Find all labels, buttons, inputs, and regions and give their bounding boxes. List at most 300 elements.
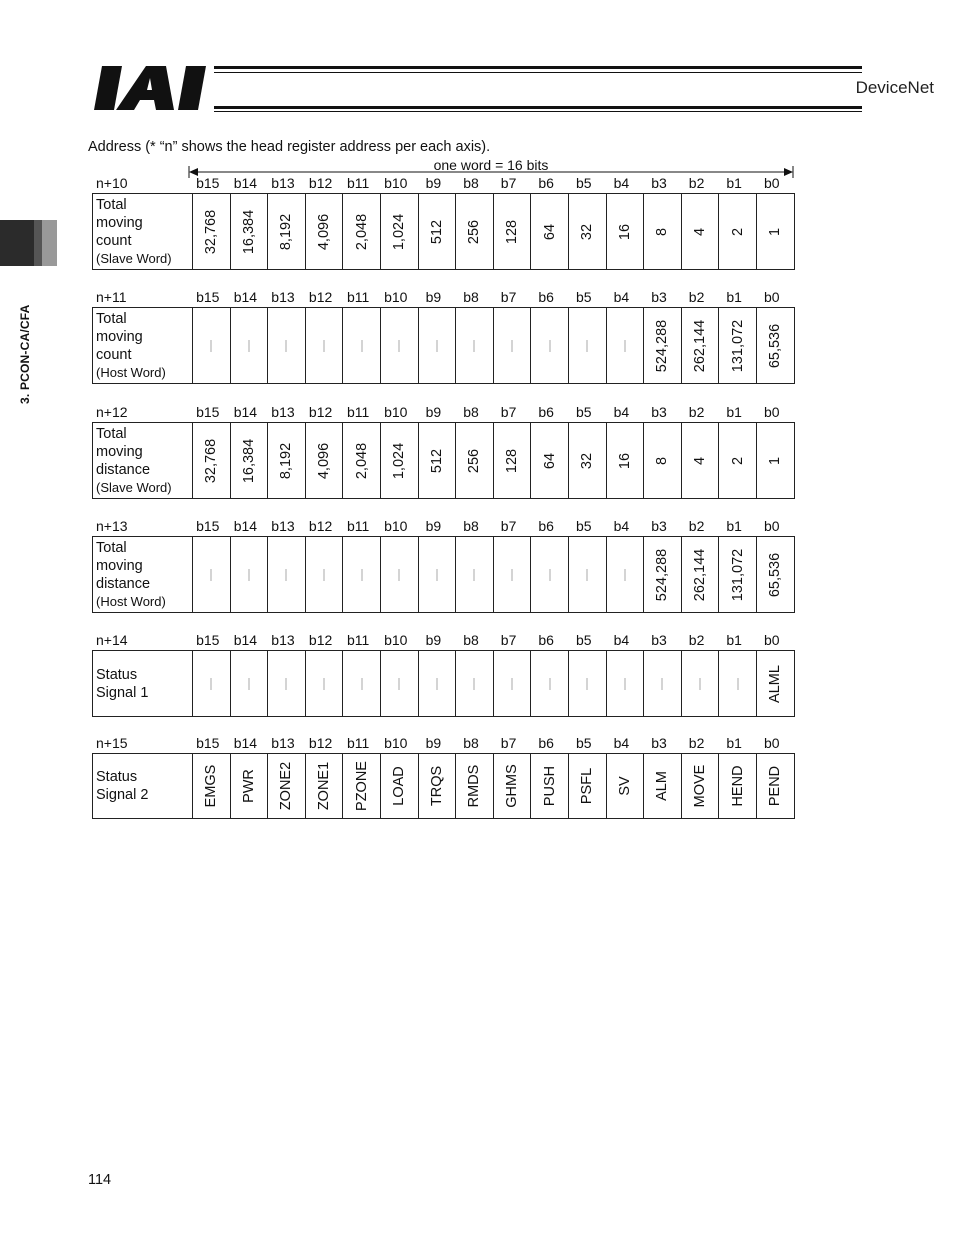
bit-label: b7	[500, 404, 517, 420]
bit-value: 32,768	[203, 438, 220, 483]
bit-value: SV	[616, 776, 633, 796]
bit-cell	[719, 537, 757, 613]
bit-value: 16,384	[240, 209, 257, 254]
unused-bit-mark	[700, 678, 701, 690]
unused-bit-mark	[286, 340, 287, 352]
bit-label: b2	[688, 404, 705, 420]
bit-value: PWR	[240, 769, 257, 803]
bit-label: b9	[425, 518, 442, 534]
bit-cell	[568, 651, 606, 717]
bit-cell	[681, 423, 719, 499]
bit-value: EMGS	[203, 764, 220, 808]
bit-cell	[644, 308, 682, 384]
bit-value: ZONE1	[316, 761, 333, 811]
bit-label: b10	[384, 175, 408, 191]
bit-label: b9	[425, 735, 442, 751]
bit-label: b15	[196, 289, 220, 305]
bit-value: 524,288	[654, 548, 671, 601]
bit-cell	[756, 754, 794, 819]
bit-value: 16	[616, 223, 633, 240]
bit-label: b8	[463, 175, 479, 191]
bit-cell	[418, 194, 456, 270]
unused-bit-mark	[737, 678, 738, 690]
bit-cell	[418, 754, 456, 819]
bit-label: b4	[613, 175, 630, 191]
bit-value: 65,536	[767, 552, 784, 597]
bit-cell	[268, 423, 306, 499]
bit-value: 128	[504, 448, 521, 473]
bit-cell	[606, 308, 644, 384]
register-description	[93, 423, 193, 499]
bit-label: b9	[425, 175, 442, 191]
bit-cell	[305, 423, 343, 499]
bit-value: 8	[654, 456, 671, 465]
bit-label: b9	[425, 632, 442, 648]
bit-label: b11	[347, 404, 370, 420]
bit-label: b5	[576, 175, 592, 191]
unused-bit-mark	[512, 569, 513, 581]
bit-label: b4	[613, 404, 630, 420]
bit-cell	[719, 754, 757, 819]
bit-label: b1	[726, 404, 742, 420]
bit-cell	[568, 194, 606, 270]
bit-cell	[719, 194, 757, 270]
unused-bit-mark	[512, 678, 513, 690]
bit-label: b15	[196, 518, 220, 534]
bit-value: 32	[579, 452, 596, 469]
unused-bit-mark	[549, 340, 550, 352]
bit-value: MOVE	[692, 764, 709, 808]
bit-cell	[305, 651, 343, 717]
register-address: n+14	[96, 632, 128, 648]
bit-label: b9	[425, 404, 442, 420]
description-line: Total	[96, 425, 127, 442]
bit-cell	[230, 651, 268, 717]
bit-value: HEND	[729, 765, 746, 807]
bit-value: 128	[504, 219, 521, 244]
bit-cell	[343, 754, 381, 819]
bit-cell	[644, 423, 682, 499]
bit-cell	[268, 754, 306, 819]
bit-label: b0	[764, 404, 780, 420]
bit-cell	[531, 537, 569, 613]
unused-bit-mark	[399, 678, 400, 690]
bit-label: b5	[576, 404, 592, 420]
bit-label: b11	[347, 289, 370, 305]
bit-cell	[644, 537, 682, 613]
bit-value: 524,288	[654, 319, 671, 372]
unused-bit-mark	[211, 340, 212, 352]
description-line: distance	[96, 461, 151, 478]
register-table	[92, 193, 795, 270]
bit-cell	[606, 423, 644, 499]
bit-value: 4	[692, 456, 709, 465]
bit-cell	[681, 537, 719, 613]
bit-label: b10	[384, 289, 408, 305]
register-description	[93, 308, 193, 384]
bit-label: b3	[651, 518, 667, 534]
register-table	[92, 422, 795, 499]
bit-value: 131,072	[729, 548, 746, 601]
bit-value: 2,048	[353, 442, 370, 479]
unused-bit-mark	[587, 569, 588, 581]
bit-value: 1	[767, 227, 784, 236]
bit-cell	[531, 308, 569, 384]
bit-label: b2	[688, 518, 705, 534]
bit-value: 4	[692, 227, 709, 236]
bit-label: b3	[651, 404, 667, 420]
unused-bit-mark	[361, 678, 362, 690]
bit-cell	[343, 308, 381, 384]
bit-cell	[568, 754, 606, 819]
register-table	[92, 307, 795, 384]
register-description	[93, 754, 193, 819]
bit-cell	[606, 194, 644, 270]
bit-cell	[305, 754, 343, 819]
bit-cell	[456, 423, 494, 499]
bit-label: b4	[613, 735, 630, 751]
bit-label: b6	[538, 518, 554, 534]
bit-label: b13	[271, 518, 295, 534]
bit-value: 4,096	[316, 442, 333, 479]
bit-cell	[418, 308, 456, 384]
bit-label: b14	[233, 735, 258, 751]
bit-cell	[193, 194, 231, 270]
unused-bit-mark	[549, 569, 550, 581]
bit-label: b3	[651, 175, 667, 191]
bit-label: b8	[463, 632, 479, 648]
bit-label: b5	[576, 518, 592, 534]
bit-label: b1	[726, 518, 742, 534]
bit-label: b8	[463, 518, 479, 534]
bit-label: b6	[538, 289, 554, 305]
bit-label: b2	[688, 632, 705, 648]
bit-label: b12	[308, 518, 333, 534]
bit-cell	[681, 194, 719, 270]
bit-cell	[268, 194, 306, 270]
unused-bit-mark	[474, 340, 475, 352]
unused-bit-mark	[436, 569, 437, 581]
register-address: n+10	[96, 175, 128, 191]
unused-bit-mark	[286, 569, 287, 581]
bit-label: b6	[538, 175, 554, 191]
bit-cell	[568, 423, 606, 499]
bit-label: b0	[764, 735, 780, 751]
bit-cell	[380, 537, 418, 613]
word-position-note: (Host Word)	[96, 364, 166, 380]
bit-cell	[493, 308, 531, 384]
bit-cell	[493, 754, 531, 819]
description-line: Signal 1	[96, 684, 149, 701]
bit-label: b0	[764, 175, 780, 191]
unused-bit-mark	[248, 569, 249, 581]
bit-value: 512	[428, 219, 445, 244]
unused-bit-mark	[324, 678, 325, 690]
bit-cell	[719, 651, 757, 717]
bit-cell	[644, 194, 682, 270]
bit-label: b12	[308, 289, 333, 305]
bit-value: 2,048	[353, 213, 370, 250]
description-line: Status	[96, 769, 138, 785]
bit-label: b2	[688, 175, 705, 191]
bit-label: b13	[271, 289, 295, 305]
unused-bit-mark	[324, 340, 325, 352]
bit-label: b1	[726, 632, 742, 648]
bit-label: b4	[613, 289, 630, 305]
bit-cell	[531, 754, 569, 819]
description-line: Total	[96, 196, 127, 213]
bit-value: 1	[767, 456, 784, 465]
bit-label: b6	[538, 404, 554, 420]
bit-value: 256	[466, 219, 483, 244]
bit-label: b2	[688, 735, 705, 751]
description-line: moving	[96, 557, 143, 574]
bit-cell	[193, 537, 231, 613]
bit-label: b10	[384, 632, 408, 648]
bit-label: b13	[271, 175, 295, 191]
description-line: moving	[96, 443, 143, 460]
bit-label: b13	[271, 632, 295, 648]
word-label: one word = 16 bits	[433, 157, 549, 173]
bit-label: b10	[384, 735, 408, 751]
header-title: DeviceNet	[855, 78, 934, 97]
page-number: 114	[88, 1172, 112, 1188]
bit-label: b12	[308, 735, 333, 751]
bit-cell	[193, 308, 231, 384]
header-rule	[214, 66, 862, 112]
bit-label: b14	[233, 518, 258, 534]
bit-label: b1	[726, 175, 742, 191]
bit-value: 65,536	[767, 323, 784, 368]
bit-value: 8,192	[278, 442, 295, 479]
bit-label: b7	[500, 289, 517, 305]
intro-text: Address (* “n” shows the head register address per each axis).	[88, 139, 491, 155]
unused-bit-mark	[662, 678, 663, 690]
bit-value: 16,384	[240, 438, 257, 483]
bit-value: TRQS	[428, 765, 445, 807]
bit-label: b7	[500, 175, 517, 191]
bit-value: 2	[729, 456, 746, 465]
description-line: Total	[96, 310, 127, 327]
unused-bit-mark	[324, 569, 325, 581]
bit-label: b7	[500, 735, 517, 751]
unused-bit-mark	[474, 569, 475, 581]
bit-cell	[756, 423, 794, 499]
bit-cell	[531, 194, 569, 270]
bit-cell	[193, 651, 231, 717]
bit-cell	[756, 537, 794, 613]
bit-value: PZONE	[353, 761, 370, 811]
bit-label: b1	[726, 735, 742, 751]
bit-cell	[230, 423, 268, 499]
bit-cell	[681, 308, 719, 384]
bit-label: b12	[308, 175, 333, 191]
unused-bit-mark	[474, 678, 475, 690]
bit-cell	[493, 651, 531, 717]
bit-cell	[380, 194, 418, 270]
register-description	[93, 537, 193, 613]
bit-label: b8	[463, 289, 479, 305]
bit-cell	[193, 423, 231, 499]
bit-cell	[305, 537, 343, 613]
bit-value: 256	[466, 448, 483, 473]
bit-label: b2	[688, 289, 705, 305]
bit-value: PUSH	[541, 765, 558, 807]
bit-cell	[568, 537, 606, 613]
bit-value: ALM	[654, 771, 671, 801]
bit-cell	[456, 308, 494, 384]
iai-logo	[94, 66, 210, 110]
bit-value: ALML	[767, 664, 784, 703]
bit-cell	[644, 754, 682, 819]
bit-cell	[756, 194, 794, 270]
bit-value: LOAD	[391, 766, 408, 806]
bit-cell	[380, 423, 418, 499]
bit-cell	[230, 308, 268, 384]
bit-cell	[606, 651, 644, 717]
unused-bit-mark	[361, 340, 362, 352]
bit-label: b3	[651, 632, 667, 648]
bit-label: b14	[233, 404, 258, 420]
bit-cell	[343, 423, 381, 499]
bit-value: 262,144	[692, 548, 709, 601]
bit-value: RMDS	[466, 764, 483, 808]
bit-value: 2	[729, 227, 746, 236]
bit-cell	[531, 651, 569, 717]
bit-value: 4,096	[316, 213, 333, 250]
register-description	[93, 651, 193, 717]
bit-label: b5	[576, 632, 592, 648]
bit-cell	[268, 651, 306, 717]
bit-label: b11	[347, 518, 370, 534]
bit-value: 64	[541, 452, 558, 469]
description-line: Total	[96, 539, 127, 556]
bit-value: 32	[579, 223, 596, 240]
bit-label: b15	[196, 175, 220, 191]
unused-bit-mark	[587, 340, 588, 352]
bit-label: b13	[271, 735, 295, 751]
bit-label: b14	[233, 175, 258, 191]
register-description	[93, 194, 193, 270]
bit-label: b8	[463, 404, 479, 420]
bit-cell	[343, 194, 381, 270]
unused-bit-mark	[399, 340, 400, 352]
bit-label: b15	[196, 632, 220, 648]
bit-cell	[230, 537, 268, 613]
bit-label: b14	[233, 289, 258, 305]
bit-cell	[719, 308, 757, 384]
bit-cell	[343, 651, 381, 717]
bit-cell	[380, 754, 418, 819]
bit-cell	[456, 754, 494, 819]
bit-label: b6	[538, 735, 554, 751]
unused-bit-mark	[248, 678, 249, 690]
description-line: distance	[96, 575, 151, 592]
bit-cell	[456, 651, 494, 717]
unused-bit-mark	[211, 569, 212, 581]
register-address: n+15	[96, 735, 128, 751]
bit-cell	[681, 651, 719, 717]
unused-bit-mark	[399, 569, 400, 581]
bit-cell	[756, 651, 794, 717]
bit-label: b5	[576, 289, 592, 305]
bit-label: b11	[347, 175, 370, 191]
bit-cell	[193, 754, 231, 819]
register-address: n+11	[96, 289, 127, 305]
bit-cell	[681, 754, 719, 819]
bit-label: b7	[500, 518, 517, 534]
bit-cell	[268, 308, 306, 384]
register-table	[92, 536, 795, 613]
bit-label: b3	[651, 735, 667, 751]
bit-label: b9	[425, 289, 442, 305]
bit-cell	[493, 423, 531, 499]
unused-bit-mark	[211, 678, 212, 690]
bit-cell	[380, 651, 418, 717]
register-address: n+13	[96, 518, 128, 534]
description-line: count	[96, 232, 132, 249]
bit-label: b0	[764, 632, 780, 648]
bit-label: b1	[726, 289, 742, 305]
bit-value: GHMS	[504, 764, 521, 808]
bit-value: 512	[428, 448, 445, 473]
bit-cell	[493, 537, 531, 613]
bit-value: 262,144	[692, 319, 709, 372]
bit-cell	[756, 308, 794, 384]
bit-value: 1,024	[391, 213, 408, 250]
bit-cell	[305, 308, 343, 384]
unused-bit-mark	[624, 569, 625, 581]
bit-value: ZONE2	[278, 761, 295, 811]
bit-cell	[606, 754, 644, 819]
description-line: moving	[96, 328, 143, 345]
description-line: Signal 2	[96, 787, 149, 803]
word-position-note: (Host Word)	[96, 593, 166, 609]
bit-value: 32,768	[203, 209, 220, 254]
bit-cell	[719, 423, 757, 499]
unused-bit-mark	[549, 678, 550, 690]
word-position-note: (Slave Word)	[96, 479, 172, 495]
bit-cell	[230, 194, 268, 270]
bit-label: b4	[613, 632, 630, 648]
bit-label: b0	[764, 289, 780, 305]
bit-label: b12	[308, 404, 333, 420]
bit-cell	[418, 423, 456, 499]
bit-cell	[606, 537, 644, 613]
bit-value: 131,072	[729, 319, 746, 372]
bit-label: b8	[463, 735, 479, 751]
bit-cell	[493, 194, 531, 270]
bit-label: b11	[347, 632, 370, 648]
bit-label: b12	[308, 632, 333, 648]
chapter-tab	[0, 220, 57, 266]
word-position-note: (Slave Word)	[96, 250, 172, 266]
bit-label: b13	[271, 404, 295, 420]
bit-cell	[268, 537, 306, 613]
bit-cell	[343, 537, 381, 613]
unused-bit-mark	[286, 678, 287, 690]
bit-label: b6	[538, 632, 554, 648]
bit-cell	[531, 423, 569, 499]
bit-value: 8,192	[278, 213, 295, 250]
bit-label: b14	[233, 632, 258, 648]
bit-cell	[456, 194, 494, 270]
bit-cell	[456, 537, 494, 613]
bit-cell	[418, 537, 456, 613]
bit-value: 1,024	[391, 442, 408, 479]
register-table	[92, 650, 795, 717]
bit-cell	[644, 651, 682, 717]
